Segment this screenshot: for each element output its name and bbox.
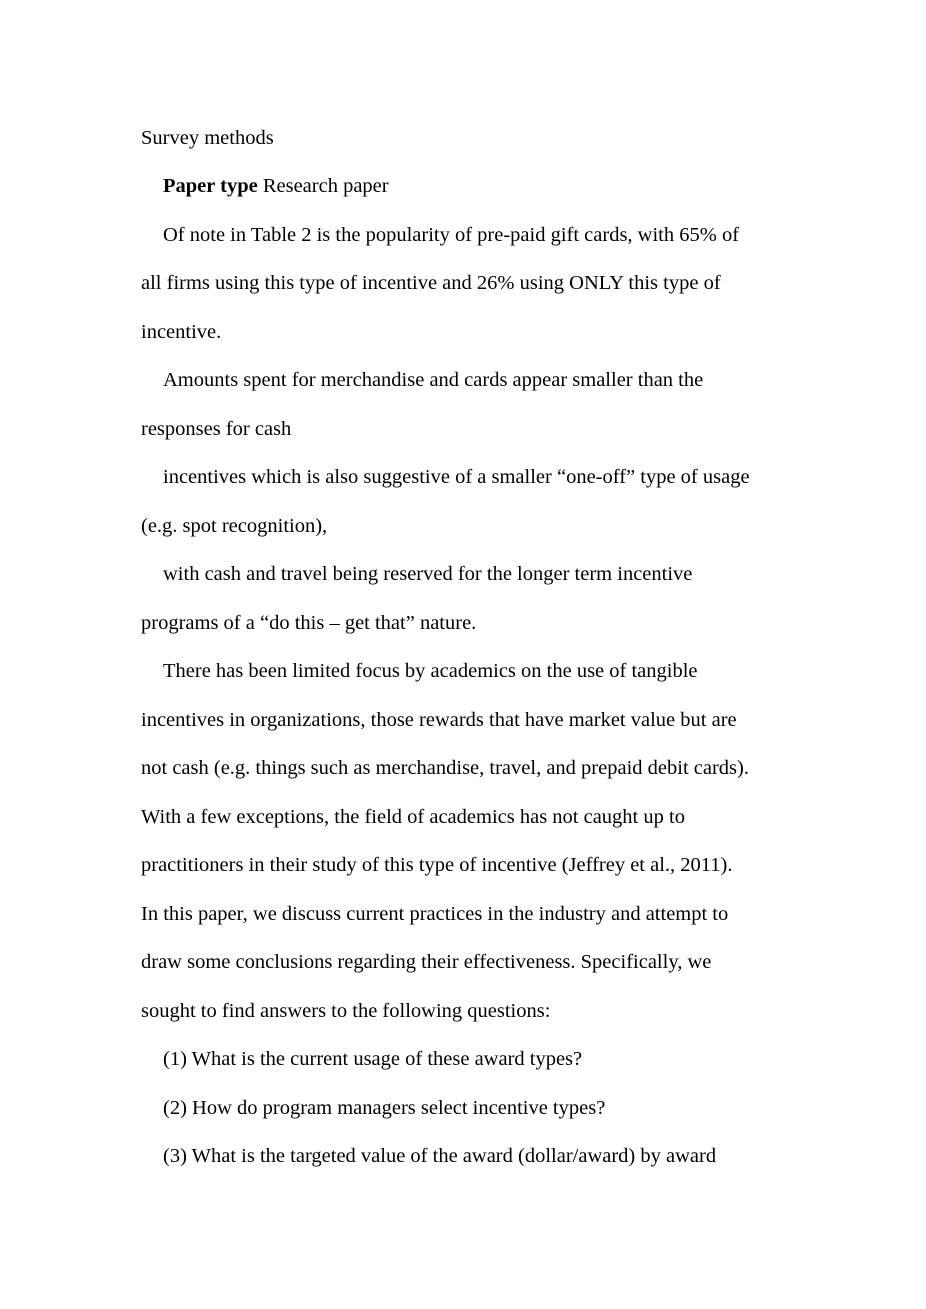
paragraph-line: Of note in Table 2 is the popularity of pre-paid gift cards, with 65% of <box>163 224 740 246</box>
paragraph-line: In this paper, we discuss current practices in the industry and attempt to <box>141 903 729 925</box>
paper-type-value: Research paper <box>262 175 389 197</box>
paragraph-line: all firms using this type of incentive and 26% using ONLY this type of <box>141 272 721 294</box>
paragraph-line: programs of a “do this – get that” nature. <box>141 612 477 634</box>
paragraph-line: with cash and travel being reserved for the longer term incentive <box>163 563 693 585</box>
paper-type-label: Paper type <box>163 175 258 197</box>
paper-type-line <box>163 173 389 199</box>
paragraph-line: practitioners in their study of this type of incentive (Jeffrey et al., 2011). <box>141 854 733 876</box>
paragraph-line: (e.g. spot recognition), <box>141 515 328 537</box>
paragraph-line: responses for cash <box>141 418 292 440</box>
paragraph-line: Amounts spent for merchandise and cards appear smaller than the <box>163 369 704 391</box>
section-label: Survey methods <box>141 127 274 149</box>
paragraph-line: incentive. <box>141 321 222 343</box>
paragraph-line: draw some conclusions regarding their effectiveness. Specifically, we <box>141 951 712 973</box>
paragraph-line: sought to find answers to the following questions: <box>141 1000 551 1022</box>
paragraph-line: With a few exceptions, the field of academics has not caught up to <box>141 806 685 828</box>
question-item: (3) What is the targeted value of the award (dollar/award) by award <box>163 1145 717 1167</box>
paragraph-line: There has been limited focus by academics on the use of tangible <box>163 660 698 682</box>
paragraph-line: incentives which is also suggestive of a smaller “one-off” type of usage <box>163 466 750 488</box>
paragraph-line: incentives in organizations, those rewards that have market value but are <box>141 709 737 731</box>
question-item: (2) How do program managers select incentive types? <box>163 1097 606 1119</box>
paragraph-line: not cash (e.g. things such as merchandise, travel, and prepaid debit cards). <box>141 757 749 779</box>
question-item: (1) What is the current usage of these award types? <box>163 1048 583 1070</box>
